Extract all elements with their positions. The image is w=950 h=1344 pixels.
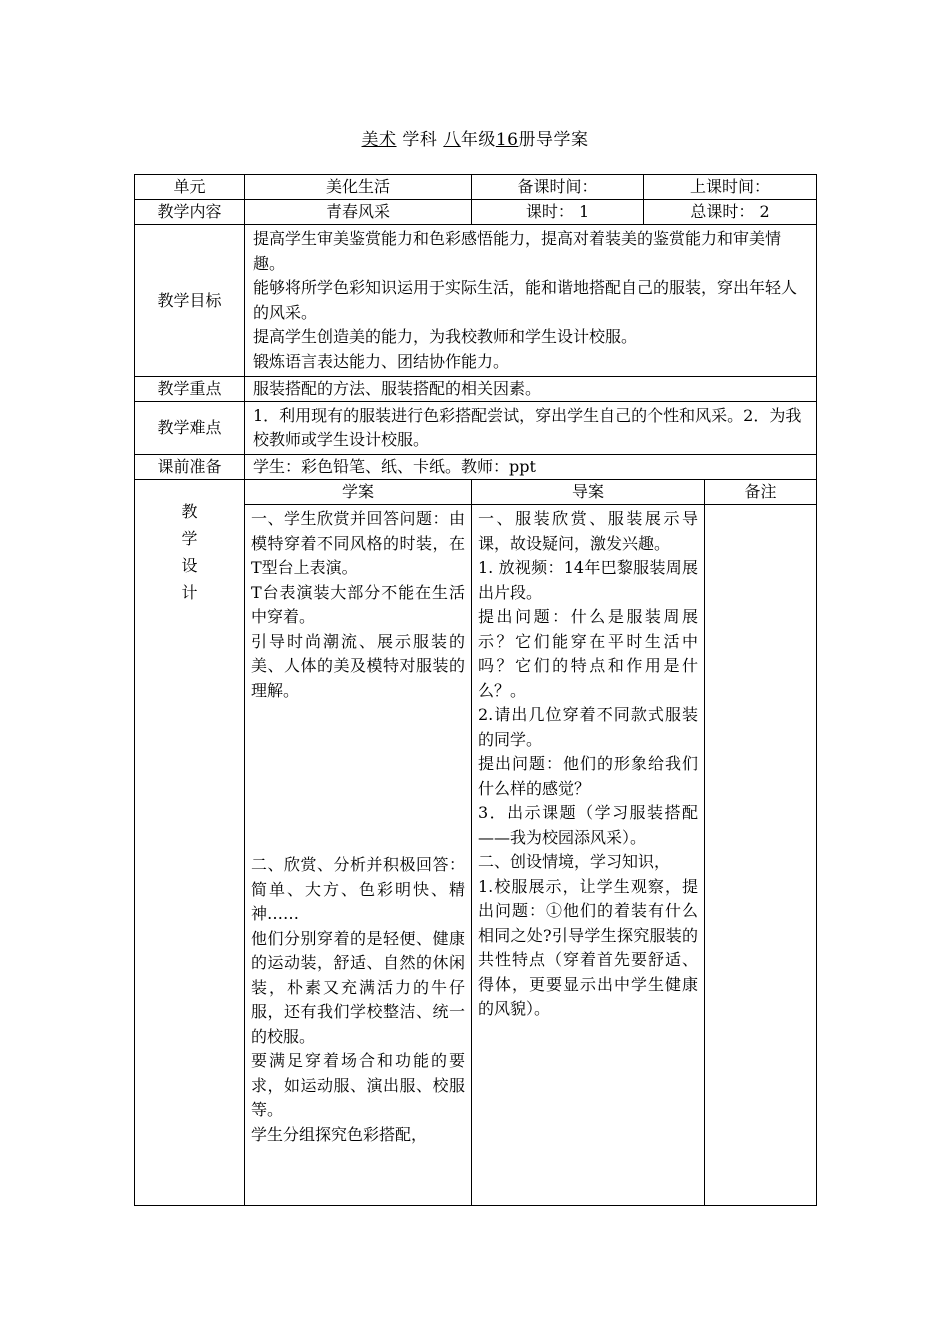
design-label-char: 计	[181, 583, 198, 602]
student-text: 要满足穿着场合和功能的要求，如运动服、演出服、校服等。	[251, 1051, 465, 1119]
key-points-row	[135, 377, 817, 402]
student-column-header: 学案	[245, 480, 472, 505]
goals-row	[135, 225, 817, 377]
teacher-text: 提出问题：他们的形象给我们什么样的感觉？	[478, 754, 699, 798]
student-text: 学生分组探究色彩搭配，	[251, 1124, 428, 1144]
preparation-row	[135, 455, 817, 480]
teacher-text: 3．出示课题（学习服装搭配——我为校园添风采）。	[478, 803, 699, 847]
teacher-plan-cell	[472, 505, 705, 1206]
content-row	[135, 200, 817, 225]
title-subject-suffix: 学科	[402, 130, 438, 150]
title-volume: 16	[495, 130, 519, 150]
student-text: 二、欣赏、分析并积极回答：简单、大方、色彩明快、精神……	[251, 855, 465, 923]
key-points-label: 教学重点	[135, 377, 245, 402]
goal-line: 提高学生审美鉴赏能力和色彩感悟能力，提高对着装美的鉴赏能力和审美情趣。	[253, 229, 782, 273]
teacher-column-header: 导案	[472, 480, 705, 505]
design-label-char: 学	[181, 529, 198, 548]
title-grade: 八	[443, 130, 461, 150]
total-period-label: 总课时： 2	[644, 200, 817, 225]
title-grade-suffix: 年级	[460, 130, 496, 150]
teacher-text: 二、创设情境，学习知识，	[478, 852, 671, 871]
goals-label: 教学目标	[135, 225, 245, 377]
unit-label: 单元	[135, 175, 245, 200]
key-points-value: 服装搭配的方法、服装搭配的相关因素。	[245, 377, 817, 402]
design-label	[135, 480, 245, 1206]
content-label: 教学内容	[135, 200, 245, 225]
student-text: T台表演装大部分不能在生活中穿着。	[251, 582, 465, 626]
goal-line: 提高学生创造美的能力，为我校教师和学生设计校服。	[253, 327, 638, 346]
teacher-text: 1.校服展示，让学生观察，提出问题：①他们的着装有什么相同之处?引导学生探究服装的共性特点（穿着首先要舒适、得体，更要显示出中学生健康的风貌）。	[478, 876, 699, 1018]
title-subject: 美术	[361, 130, 397, 150]
period-label: 课时： 1	[472, 200, 644, 225]
content-value: 青春风采	[245, 200, 472, 225]
difficulties-label: 教学难点	[135, 402, 245, 455]
notes-cell	[705, 505, 817, 1206]
class-time-label: 上课时间：	[644, 175, 817, 200]
student-plan-cell	[245, 505, 472, 1206]
student-spacer	[251, 703, 465, 853]
goal-line: 能够将所学色彩知识运用于实际生活，能和谐地搭配自己的服装，穿出年轻人的风采。	[253, 278, 798, 322]
teacher-text: 1. 放视频：14年巴黎服装周展出片段。	[478, 558, 699, 602]
page-title	[0, 125, 950, 150]
unit-row	[135, 175, 817, 200]
difficulties-row	[135, 402, 817, 455]
design-header-row	[135, 480, 817, 505]
prep-time-label: 备课时间：	[472, 175, 644, 200]
preparation-value: 学生：彩色铅笔、纸、卡纸。教师：ppt	[245, 455, 817, 480]
goal-line: 锻炼语言表达能力、团结协作能力。	[253, 351, 510, 371]
difficulties-value: 1．利用现有的服装进行色彩搭配尝试，穿出学生自己的个性和风采。2．为我校教师或学生设计校服。	[245, 402, 817, 455]
goals-content	[245, 225, 817, 377]
teacher-text: 提出问题：什么是服装周展示？它们能穿在平时生活中吗？它们的特点和作用是什么？。	[478, 607, 699, 700]
design-label-char: 教	[181, 502, 198, 521]
design-label-char: 设	[181, 556, 198, 575]
lesson-plan-table	[134, 174, 817, 1206]
notes-column-header: 备注	[705, 480, 817, 505]
teacher-text: 一、服装欣赏、服装展示导课，故设疑问，激发兴趣。	[478, 509, 699, 553]
title-volume-suffix: 册导学案	[518, 130, 589, 150]
preparation-label: 课前准备	[135, 455, 245, 480]
unit-value: 美化生活	[245, 175, 472, 200]
student-text: 一、学生欣赏并回答问题：由模特穿着不同风格的时装，在T型台上表演。	[251, 509, 465, 577]
teacher-text: 2.请出几位穿着不同款式服装的同学。	[478, 705, 699, 749]
student-text: 引导时尚潮流、展示服装的美、人体的美及模特对服装的理解。	[251, 631, 465, 700]
student-text: 他们分别穿着的是轻便、健康的运动装，舒适、自然的休闲装，朴素又充满活力的牛仔服，还有我们学校整洁、统一的校服。	[251, 928, 465, 1046]
